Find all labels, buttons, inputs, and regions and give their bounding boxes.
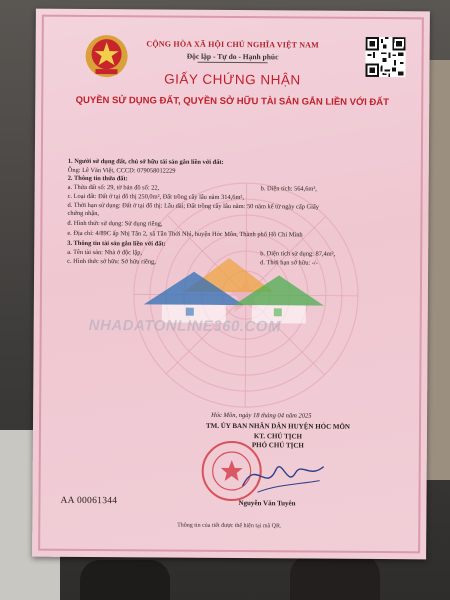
nation-motto: Độc lập - Tự do - Hạnh phúc bbox=[36, 51, 430, 65]
logo-watermark-text: NHADATONLINE360.COM bbox=[88, 317, 282, 336]
usage-term: d. Thời hạn sử dụng: Đất ở tại đô thị: Lâu dài; Đất trồng cây lâu năm: 50 năm kể từ ngày cấp Giấy bbox=[67, 201, 319, 211]
usage-term-cont: chứng nhận, bbox=[67, 209, 100, 218]
parcel-address: e. Địa chỉ: 4/89C ấp Nhị Tân 2, xã Tân Thới Nhì, huyện Hóc Môn, Thành phố Hồ Chí Minh bbox=[67, 229, 303, 239]
serial-number: AA 00061344 bbox=[60, 495, 118, 507]
signing-date: Hóc Môn, ngày 18 tháng 04 năm 2025 bbox=[211, 411, 312, 420]
certificate-document bbox=[32, 9, 430, 560]
signature-icon bbox=[238, 448, 328, 499]
certificate-subtitle: QUYỀN SỬ DỤNG ĐẤT, QUYỀN SỞ HỮU TÀI SẢN GẮN LIỀN VỚI ĐẤT bbox=[75, 94, 389, 109]
section-1-heading: 1. Người sử dụng đất, chủ sở hữu tài sản gắn liền với đất: bbox=[67, 157, 224, 166]
asset-ownership: c. Hình thức sở hữu: Sở hữu riêng, bbox=[67, 257, 156, 266]
section-2-heading: 2. Thông tin thửa đất: bbox=[67, 174, 128, 183]
signing-authority: TM. ỦY BAN NHÂN DÂN HUYỆN HÓC MÔN bbox=[205, 421, 351, 431]
certificate-title: GIẤY CHỨNG NHẬN bbox=[164, 71, 301, 88]
asset-term: d. Thời hạn sở hữu: -/- bbox=[260, 259, 318, 267]
background-foot-right bbox=[290, 555, 380, 600]
usage-form: đ. Hình thức sử dụng: Sử dụng riêng, bbox=[67, 219, 163, 228]
signing-on-behalf: KT. CHỦ TỊCH bbox=[253, 432, 303, 441]
asset-name: a. Tên tài sản: Nhà ở độc lập, bbox=[67, 248, 143, 257]
land-type: c. Loại đất: Đất ở tại đô thị 250,0m², Đất trồng cây lâu năm 314,6m², bbox=[67, 192, 244, 202]
signing-title: PHÓ CHỦ TỊCH bbox=[251, 441, 304, 450]
background-foot-left bbox=[80, 560, 170, 600]
asset-area: b. Diện tích sử dụng: 87,4m², bbox=[260, 250, 336, 258]
nation-heading: CỘNG HÒA XÃ HỘI CHỦ NGHĨA VIỆT NAM bbox=[146, 39, 319, 50]
section-3-heading: 3. Thông tin tài sản gắn liền với đất: bbox=[67, 239, 166, 248]
owner-info: Ông: Lê Văn Việt, CCCD: 079058012229 bbox=[67, 166, 176, 175]
parcel-area: b. Diện tích: 564,6m², bbox=[260, 185, 317, 193]
parcel-number: a. Thửa đất số: 29, tờ bản đồ số: 22, bbox=[67, 183, 160, 192]
signer-name: Nguyễn Văn Tuyên bbox=[238, 499, 296, 508]
qr-footer-note: Thông tin của tiết được thể hiện tại mã QR. bbox=[177, 522, 282, 530]
